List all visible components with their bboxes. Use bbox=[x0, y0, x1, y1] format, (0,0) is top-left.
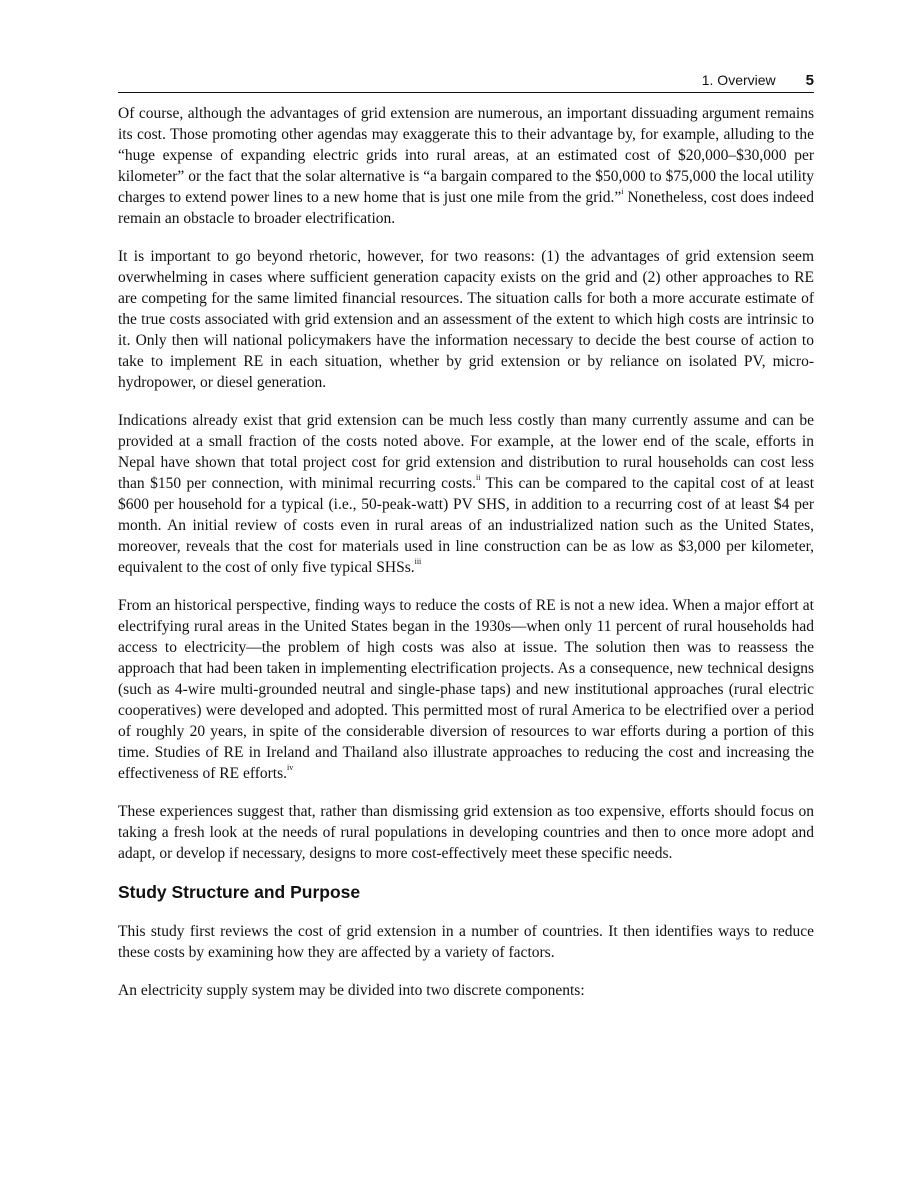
paragraph-text: From an historical perspective, finding ways to reduce the costs of RE is not a new idea. When a major effort at electrifying rural areas in the United States began in the 1930s—when only 11 percent of rural households had access to electricity—the problem of high costs was also at issue. The solution then was to reassess the approach that had been taken in implementing electrification projects. As a consequence, new technical designs (such as 4-wire multi-grounded neutral and single-phase taps) and new institutional approaches (rural electric cooperatives) were developed and adopted. This permitted most of rural America to be electrified over a period of roughly 20 years, in spite of the considerable diversion of resources to war efforts during a portion of this time. Studies of RE in Ireland and Thailand also illustrate approaches to reducing the cost and increasing the effectiveness of RE efforts. bbox=[118, 597, 814, 782]
paragraph-beyond-rhetoric bbox=[118, 246, 814, 393]
running-head bbox=[118, 72, 814, 89]
running-head-section: 1. Overview bbox=[701, 72, 776, 88]
endnote-ref: ii bbox=[475, 472, 481, 482]
paragraph-cost-argument bbox=[118, 103, 814, 229]
paragraph-text: Indications already exist that grid extension can be much less costly than many currently assume and can be provided at a small fraction of the costs noted above. For example, at the lower end of the scale, efforts in Nepal have shown that total project cost for grid extension and distribution to rural households can cost less than $150 per connection, with minimal recurring costs. bbox=[118, 412, 814, 492]
endnote-ref: iv bbox=[287, 762, 294, 772]
paragraph-study-overview: This study first reviews the cost of grid extension in a number of countries. It then identifies ways to reduce these costs by examining how they are affected by a variety of factors. bbox=[118, 923, 814, 961]
section-heading: Study Structure and Purpose bbox=[118, 882, 361, 902]
paragraph-text: Nonetheless, cost does indeed remain an obstacle to broader electrification. bbox=[118, 189, 814, 227]
paragraph-text: Of course, although the advantages of grid extension are numerous, an important dissuading argument remains its cost. Those promoting other agendas may exaggerate this to their advantage by, for example, alluding to the “huge expense of expanding electric grids into rural areas, at an estimated cost of $20,000–$30,000 per kilometer” or the fact that the solar alternative is “a bargain compared to the $50,000 to $75,000 the local utility charges to extend power lines to a new home that is just one mile from the grid.” bbox=[118, 105, 814, 206]
paragraph-text: These experiences suggest that, rather than dismissing grid extension as too expensive, efforts should focus on taking a fresh look at the needs of rural populations in developing countries and then to once more adopt and adapt, or develop if necessary, designs to more cost-effectively meet these specific needs. bbox=[118, 803, 814, 862]
paragraph-indications bbox=[118, 410, 814, 578]
body-text bbox=[118, 103, 814, 1018]
paragraph-text: It is important to go beyond rhetoric, however, for two reasons: (1) the advantages of grid extension seem overwhelming in cases where sufficient generation capacity exists on the grid and (2) other approaches to RE are competing for the same limited financial resources. The situation calls for both a more accurate estimate of the true costs associated with grid extension and an assessment of the extent to which high costs are intrinsic to it. Only then will national policymakers have the information necessary to decide the best course of action to take to implement RE in each situation, whether by grid extension or by reliance on isolated PV, micro-hydropower, or diesel generation. bbox=[118, 248, 814, 391]
paragraph-supply-system: An electricity supply system may be divided into two discrete components: bbox=[118, 982, 585, 999]
header-rule bbox=[118, 92, 814, 93]
endnote-ref: i bbox=[621, 186, 624, 196]
paragraph-historical bbox=[118, 595, 814, 784]
paragraph-text: This can be compared to the capital cost of at least $600 per household for a typical (i.e., 50-peak-watt) PV SHS, in addition to a recurring cost of at least $4 per month. An initial review of costs even in rural areas of an industrialized nation such as the United States, moreover, reveals that the cost for materials used in line construction can be as low as $3,000 per kilometer, equivalent to the cost of only five typical SHSs. bbox=[118, 475, 815, 576]
paragraph-experiences bbox=[118, 801, 814, 864]
page-number: 5 bbox=[805, 72, 814, 89]
endnote-ref: iii bbox=[414, 556, 422, 566]
